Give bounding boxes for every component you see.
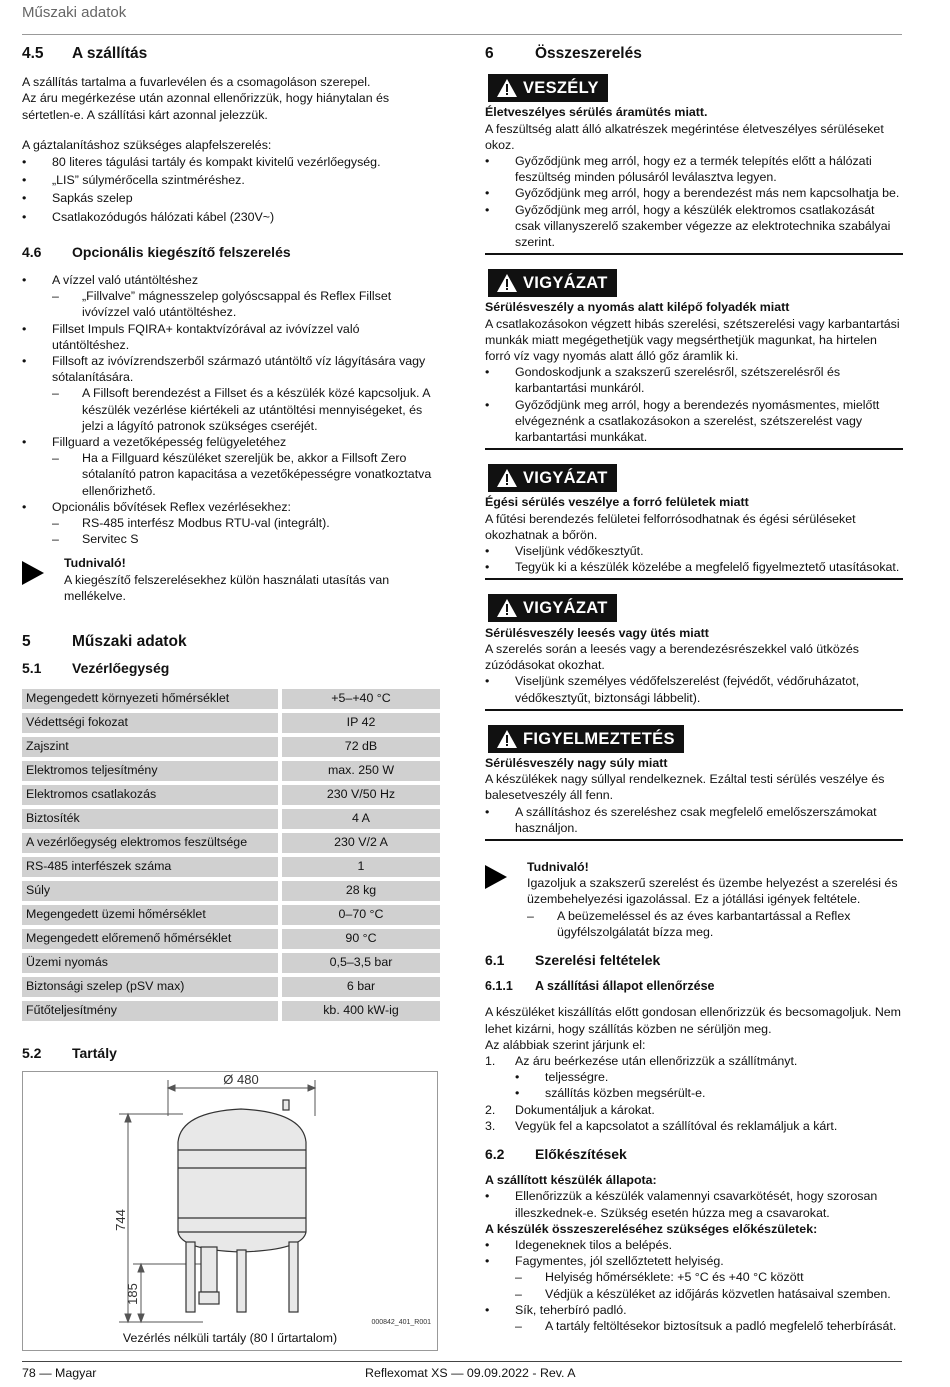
spec-value: +5–+40 °C — [278, 689, 440, 709]
note-text: Igazoljuk a szakszerű szerelést és üzembe helyezést a szerelési és üzembehelyezési igazolással. Ez a jótállási igények feltétele. — [527, 876, 898, 907]
warning-triangle-icon — [496, 468, 518, 488]
spec-label: Biztonsági szelep (pSV max) — [22, 977, 278, 997]
note-text: A kiegészítő felszerelésekhez külön használati utasítás van mellékelve. — [64, 572, 390, 603]
spec-label: Üzemi nyomás — [22, 953, 278, 973]
warning-triangle-icon — [496, 729, 518, 749]
list-item: • Tegyük ki a készülék közelébe a megfelelő figyelmeztető utasításokat. — [485, 559, 903, 575]
list-item: 1. Az áru beérkezése után ellenőrizzük a szállítmányt. • teljességre. • szállítás közben megsérült-e. — [485, 1053, 903, 1102]
note-title: Tudnivaló! — [527, 859, 589, 874]
spec-label: A vezérlőegység elektromos feszültsége — [22, 833, 278, 853]
table-row — [22, 737, 440, 757]
spec-label: Fűtőteljesítmény — [22, 1001, 278, 1021]
paragraph: Az alábbiak szerint járjunk el: — [485, 1037, 646, 1052]
page-header-title: Műszaki adatok — [22, 4, 127, 21]
table-row — [22, 953, 440, 973]
list-item: • 80 literes tágulási tartály és kompakt kivitelű vezérlőegység. — [22, 154, 440, 170]
table-row — [22, 881, 440, 901]
sub-list-item: – A tartály feltöltésekor biztosítsuk a padló megfelelő teherbírását. — [515, 1318, 903, 1334]
paragraph: A készüléket kiszállítás előtt gondosan ellenőrizzük és becsomagoljuk. Nem lehet kizárni, hogy szállítás közben ne sérüljön meg. — [485, 1005, 901, 1036]
basic-equipment-list — [22, 154, 440, 225]
spec-value: 6 bar — [278, 977, 440, 997]
optional-equipment-list — [22, 272, 440, 547]
table-row — [22, 833, 440, 853]
warning-title: Sérülésveszély a nyomás alatt kilépő folyadék miatt — [485, 300, 790, 315]
list-item: • Viseljünk védőkesztyűt. — [485, 543, 903, 559]
tank-drawing — [23, 1072, 437, 1350]
section-4-6-heading: 4.6 Opcionális kiegészítő felszerelés — [22, 243, 291, 260]
spec-label: RS-485 interfészek száma — [22, 857, 278, 877]
section-6-2-heading: 6.2 Előkészítések — [485, 1145, 627, 1162]
table-row — [22, 713, 440, 733]
spec-label: Biztosíték — [22, 809, 278, 829]
spec-value: max. 250 W — [278, 761, 440, 781]
diagram-caption: Vezérlés nélküli tartály (80 l űrtartalom) — [122, 1330, 338, 1345]
foot-height-label: 185 — [125, 1282, 140, 1305]
list-item: 2. Dokumentáljuk a károkat. — [485, 1102, 655, 1117]
sub-list-item: – „Fillvalve” mágnesszelep golyóscsappal és Reflex Fillset ivóvízzel való utántöltéshez. — [52, 288, 440, 320]
spec-table — [22, 685, 440, 1025]
list-item: • Ellenőrizzük a készülék valamennyi csavarkötését, hogy szorosan illeszkednek-e. Szükség esetén húzza meg a csavarokat. — [485, 1188, 903, 1220]
warning-text: A fűtési berendezés felületei felforrósodhatnak és égési sérüléseket okozhatnak a bőrön. — [485, 511, 856, 542]
warning-badge: VIGYÁZAT — [488, 464, 617, 492]
footer-document-info: Reflexomat XS — 09.09.2022 - Rev. A — [365, 1366, 576, 1380]
warning-title: Életveszélyes sérülés áramütés miatt. — [485, 105, 708, 120]
right-column — [485, 46, 903, 1334]
list-item: • Opcionális bővítések Reflex vezérlésekhez: – RS-485 interfész Modbus RTU-val (integrált). – Servitec S — [22, 499, 440, 548]
section-6-1-1-heading: 6.1.1 A szállítási állapot ellenőrzése — [485, 979, 715, 994]
warning-title: Sérülésveszély nagy súly miatt — [485, 755, 668, 770]
table-row — [22, 905, 440, 925]
spec-label: Zajszint — [22, 737, 278, 757]
table-row — [22, 761, 440, 781]
sub-list-item: – Védjük a készüléket az időjárás közvetlen hatásaival szemben. — [515, 1286, 903, 1302]
spec-label: Megengedett üzemi hőmérséklet — [22, 905, 278, 925]
drawing-code: 000842_401_R001 — [371, 1318, 431, 1326]
list-item: • Sapkás szelep — [22, 190, 440, 206]
spec-value: 72 dB — [278, 737, 440, 757]
diameter-label: Ø 480 — [223, 1071, 259, 1087]
section-6-1-heading: 6.1 Szerelési feltételek — [485, 951, 661, 968]
list-item: 3. Vegyük fel a kapcsolatot a szállítóval és reklamáljuk a kárt. — [485, 1118, 838, 1133]
spec-label: Elektromos teljesítmény — [22, 761, 278, 781]
list-item: • Fagymentes, jól szellőztetett helyiség. – Helyiség hőmérséklete: +5 °C és +40 °C között – Védjük a készüléket az időjárás közvetlen hatásaival szemben. — [485, 1253, 903, 1302]
spec-value: kb. 400 kW-ig — [278, 1001, 440, 1021]
left-column — [22, 46, 440, 1351]
spec-label: Megengedett előremenő hőmérséklet — [22, 929, 278, 949]
paragraph: A gáztalanításhoz szükséges alapfelszerelés: — [22, 137, 272, 152]
warning-badge: VESZÉLY — [488, 74, 608, 102]
info-note — [22, 555, 440, 604]
section-4-5-heading: 4.5 A szállítás — [22, 45, 148, 62]
spec-value: 230 V/50 Hz — [278, 785, 440, 805]
list-item: • Fillset Impuls FQIRA+ kontaktvízórával az ivóvízzel való utántöltéshez. — [22, 321, 440, 353]
warning-text: A szerelés során a leesés vagy a berendezésrészekkel való ütközés zúzódásokat okozhat. — [485, 641, 859, 673]
sub-list-item: – A beüzemeléssel és az éves karbantartással a Reflex ügyfélszolgálatát bízza meg. — [527, 908, 903, 940]
list-item: • Csatlakozódugós hálózati kábel (230V~) — [22, 209, 440, 225]
warning-text: A csatlakozásokon végzett hibás szerelési, szétszerelési vagy karbantartási munkák miatt megégethetjük vagy megsérthetjük magunkat, ha hirtelen forró víz vagy nyomás alatt álló gőz áramlik ki. — [485, 316, 900, 364]
spec-value: 90 °C — [278, 929, 440, 949]
steps-list — [485, 1053, 903, 1134]
spec-label: Megengedett környezeti hőmérséklet — [22, 689, 278, 709]
table-row — [22, 785, 440, 805]
height-label: 744 — [113, 1208, 128, 1231]
note-arrow-icon — [485, 859, 527, 940]
footer-page-info: 78 — Magyar — [22, 1366, 97, 1380]
spec-label: Elektromos csatlakozás — [22, 785, 278, 805]
table-row — [22, 977, 440, 997]
warning-badge: FIGYELMEZTETÉS — [488, 725, 684, 753]
paragraph: A szállítás tartalma a fuvarlevélen és a csomagoláson szerepel. — [22, 75, 371, 90]
list-item: • A vízzel való utántöltéshez – „Fillvalve” mágnesszelep golyóscsappal és Reflex Fillset ivóvízzel való utántöltéshez. — [22, 272, 440, 321]
warning-title: Égési sérülés veszélye a forró felületek miatt — [485, 495, 749, 510]
warning-triangle-icon — [496, 78, 518, 98]
note-title: Tudnivaló! — [64, 556, 126, 571]
list-item: • Győződjünk meg arról, hogy ez a termék telepítés előtt a hálózati feszültség minden pólusáról leválasztva legyen. — [485, 153, 903, 185]
spec-value: 0,5–3,5 bar — [278, 953, 440, 973]
list-item: • Viseljünk személyes védőfelszerelést (fejvédőt, védőruházatot, védőkesztyűt, biztonsági lábbelit). — [485, 673, 903, 705]
spec-label: Védettségi fokozat — [22, 713, 278, 733]
caution-warning-falls — [485, 594, 903, 710]
sub-list-item: – Servitec S — [52, 531, 440, 547]
spec-value: 28 kg — [278, 881, 440, 901]
list-item: • A szállításhoz és szereléshez csak megfelelő emelőszerszámokat használjon. — [485, 804, 903, 836]
spec-value: 0–70 °C — [278, 905, 440, 925]
list-item: • Sík, teherbíró padló. – A tartály feltöltésekor biztosítsuk a padló megfelelő teherbírását. — [485, 1302, 903, 1334]
list-item: • Fillsoft az ivóvízrendszerből származó utántöltő víz lágyítására vagy sótalanítására. – A Fillsoft berendezést a Fillset és a készülék közé kapcsoljuk. A készülék vezérlése kiértékeli az utántöltési mennyiségeket, és jelzi a lágyító patronok szükséges cseréjét. — [22, 353, 440, 434]
paragraph: Az áru megérkezése után azonnal ellenőrizzük, hogy hiánytalan és sértetlen-e. A szállítási kárt azonnal jelezzük. — [22, 91, 390, 122]
info-note — [485, 859, 903, 940]
list-item: • Győződjünk meg arról, hogy a berendezés nyomásmentes, mielőtt elvégeznénk a csatlakozásokon a szerelést, szétszerelést vagy karbantartási munkákat. — [485, 397, 903, 446]
sub-list-item: – Ha a Fillguard készüléket szereljük be, akkor a Fillsoft Zero sótalanító patron kapacitása a vezetőképességre vonatkoztatva ellenőrizhető. — [52, 450, 440, 499]
warning-text: A feszültség alatt álló alkatrészek megérintése életveszélyes sérüléseket okoz. — [485, 121, 884, 152]
subheading: A szállított készülék állapota: — [485, 1173, 657, 1188]
caution-warning-burns — [485, 464, 903, 580]
list-item: • Győződjünk meg arról, hogy a berendezést más nem kapcsolhatja be. — [485, 185, 903, 201]
list-item: • Idegeneknek tilos a belépés. — [485, 1237, 903, 1253]
sub-list-item: • szállítás közben megsérült-e. — [515, 1085, 903, 1101]
warning-title: Sérülésveszély leesés vagy ütés miatt — [485, 625, 709, 640]
list-item: • Fillguard a vezetőképesség felügyeletéhez – Ha a Fillguard készüléket szereljük be, akkor a Fillsoft Zero sótalanító patron kapacitása a vezetőképességre vonatkoztatva ellenőrizhető. — [22, 434, 440, 499]
spec-value: 230 V/2 A — [278, 833, 440, 853]
sub-list-item: • teljességre. — [515, 1069, 903, 1085]
warning-badge: VIGYÁZAT — [488, 594, 617, 622]
warning-badge: VIGYÁZAT — [488, 269, 617, 297]
list-item: • Gondoskodjunk a szakszerű szerelésről, szétszerelésről és karbantartási munkáról. — [485, 364, 903, 396]
tank-diagram — [22, 1071, 438, 1351]
spec-value: 4 A — [278, 809, 440, 829]
caution-warning-pressure — [485, 269, 903, 450]
sub-list-item: – A Fillsoft berendezést a Fillset és a készülék közé kapcsoljuk. A készülék vezérlése kiértékeli az utántöltési mennyiségeket, és jelzi a lágyító patronok szükséges cseréjét. — [52, 385, 440, 434]
spec-value: 1 — [278, 857, 440, 877]
warning-triangle-icon — [496, 273, 518, 293]
warning-text: A készülékek nagy súllyal rendelkeznek. Ezáltal testi sérülés veszélye és balesetveszély áll fenn. — [485, 772, 885, 803]
spec-label: Súly — [22, 881, 278, 901]
subheading: A készülék összeszereléséhez szükséges előkészületek: — [485, 1221, 818, 1236]
table-row — [22, 1001, 440, 1021]
note-arrow-icon — [22, 555, 64, 604]
danger-warning — [485, 74, 903, 255]
warning-heavy-weight — [485, 725, 903, 841]
list-item: • Győződjünk meg arról, hogy a készülék elektromos csatlakozását csak villanyszerelő szakember végezze az elektrotechnika szabályai szerint. — [485, 202, 903, 251]
table-row — [22, 689, 440, 709]
table-row — [22, 809, 440, 829]
sub-list-item: – Helyiség hőmérséklete: +5 °C és +40 °C között — [515, 1269, 903, 1285]
table-row — [22, 929, 440, 949]
footer-divider — [22, 1361, 902, 1362]
warning-triangle-icon — [496, 598, 518, 618]
list-item: • „LIS” súlymérőcella szintméréshez. — [22, 172, 440, 188]
header-divider — [22, 34, 902, 35]
section-5-heading: 5 Műszaki adatok — [22, 633, 187, 651]
sub-list-item: – RS-485 interfész Modbus RTU-val (integrált). — [52, 515, 440, 531]
section-6-heading: 6 Összeszerelés — [485, 45, 642, 62]
section-5-2-heading: 5.2 Tartály — [22, 1044, 117, 1061]
spec-value: IP 42 — [278, 713, 440, 733]
section-5-1-heading: 5.1 Vezérlőegység — [22, 660, 170, 677]
table-row — [22, 857, 440, 877]
